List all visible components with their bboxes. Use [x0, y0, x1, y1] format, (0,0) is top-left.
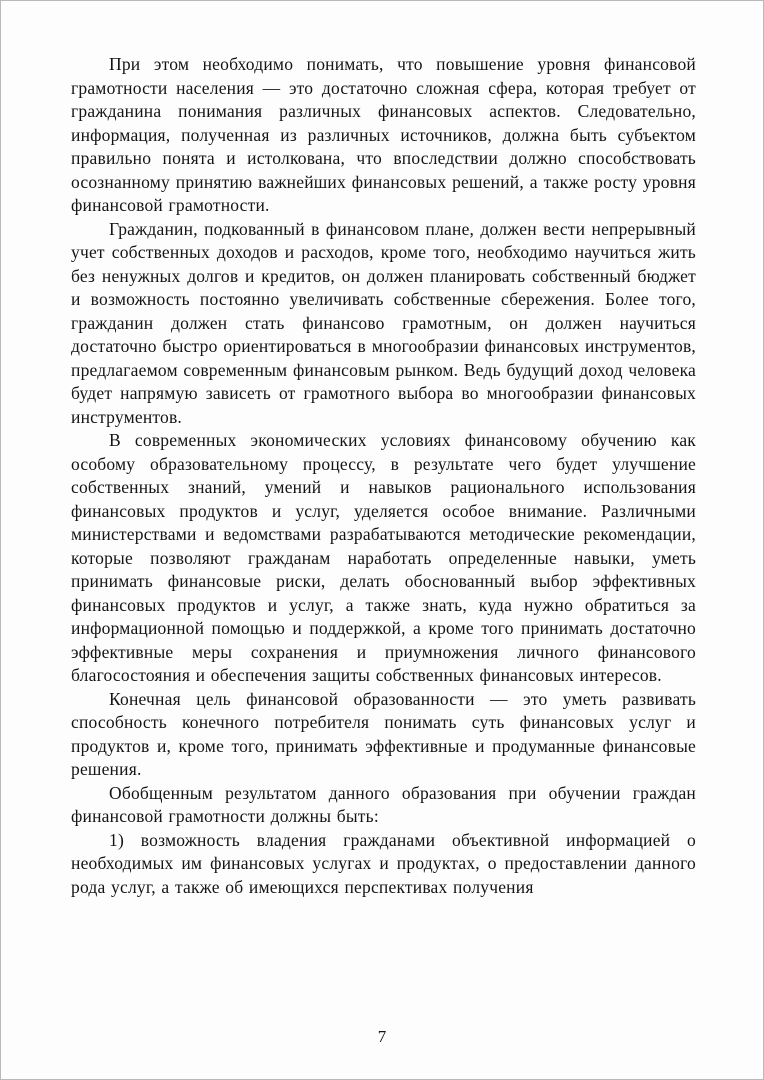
page-number: 7 [377, 1027, 387, 1046]
paragraph: 1) возможность владения гражданами объективной информацией о необходимых им финансовых услугах и продуктах, о предоставлении данного рода услуг, а также об имеющихся перспективах получения [71, 829, 696, 897]
paragraph: Обобщенным результатом данного образования при обучении граждан финансовой грамотности должны быть: [71, 782, 696, 826]
paragraph: В современных экономических условиях финансовому обучению как особому образовательному процессу, в результате чего будет улучшение собственных знаний, умений и навыков рационального использования финансовых продуктов и услуг, уделяется особое внимание. Различными министерствами и ведомствами разрабатываются методические рекомендации, которые позволяют гражданам наработать определенные навыки, уметь принимать финансовые риски, делать обоснованный выбор эффективных финансовых продуктов и услуг, а также знать, куда нужно обратиться за информационной помощью и поддержкой, а кроме того принимать достаточно эффективные меры сохранения и приумножения личного финансового благосостояния и обеспечения защиты собственных финансовых интересов. [71, 430, 696, 685]
paragraph: Гражданин, подкованный в финансовом плане, должен вести непрерывный учет собственных доходов и расходов, кроме того, необходимо научиться жить без ненужных долгов и кредитов, он должен планировать собственный бюджет и возможность постоянно увеличивать собственные сбережения. Более того, гражданин должен стать финансово грамотным, он должен научиться достаточно быстро ориентироваться в многообразии финансовых инструментов, предлагаемом современным финансовым рынком. Ведь будущий доход человека будет напрямую зависеть от грамотного выбора во многообразии финансовых инструментов. [71, 218, 696, 427]
paragraph: Конечная цель финансовой образованности — это уметь развивать способность конечного потребителя понимать суть финансовых услуг и продуктов и, кроме того, принимать эффективные и продуманные финансовые решения. [71, 688, 696, 779]
paragraph: При этом необходимо понимать, что повышение уровня финансовой грамотности населения — это достаточно сложная сфера, которая требует от гражданина понимания различных финансовых аспектов. Следовательно, информация, полученная из различных источников, должна быть субъектом правильно понята и истолкована, что впоследствии должно способствовать осознанному принятию важнейших финансовых решений, а также росту уровня финансовой грамотности. [71, 54, 696, 215]
text-block [71, 53, 696, 899]
